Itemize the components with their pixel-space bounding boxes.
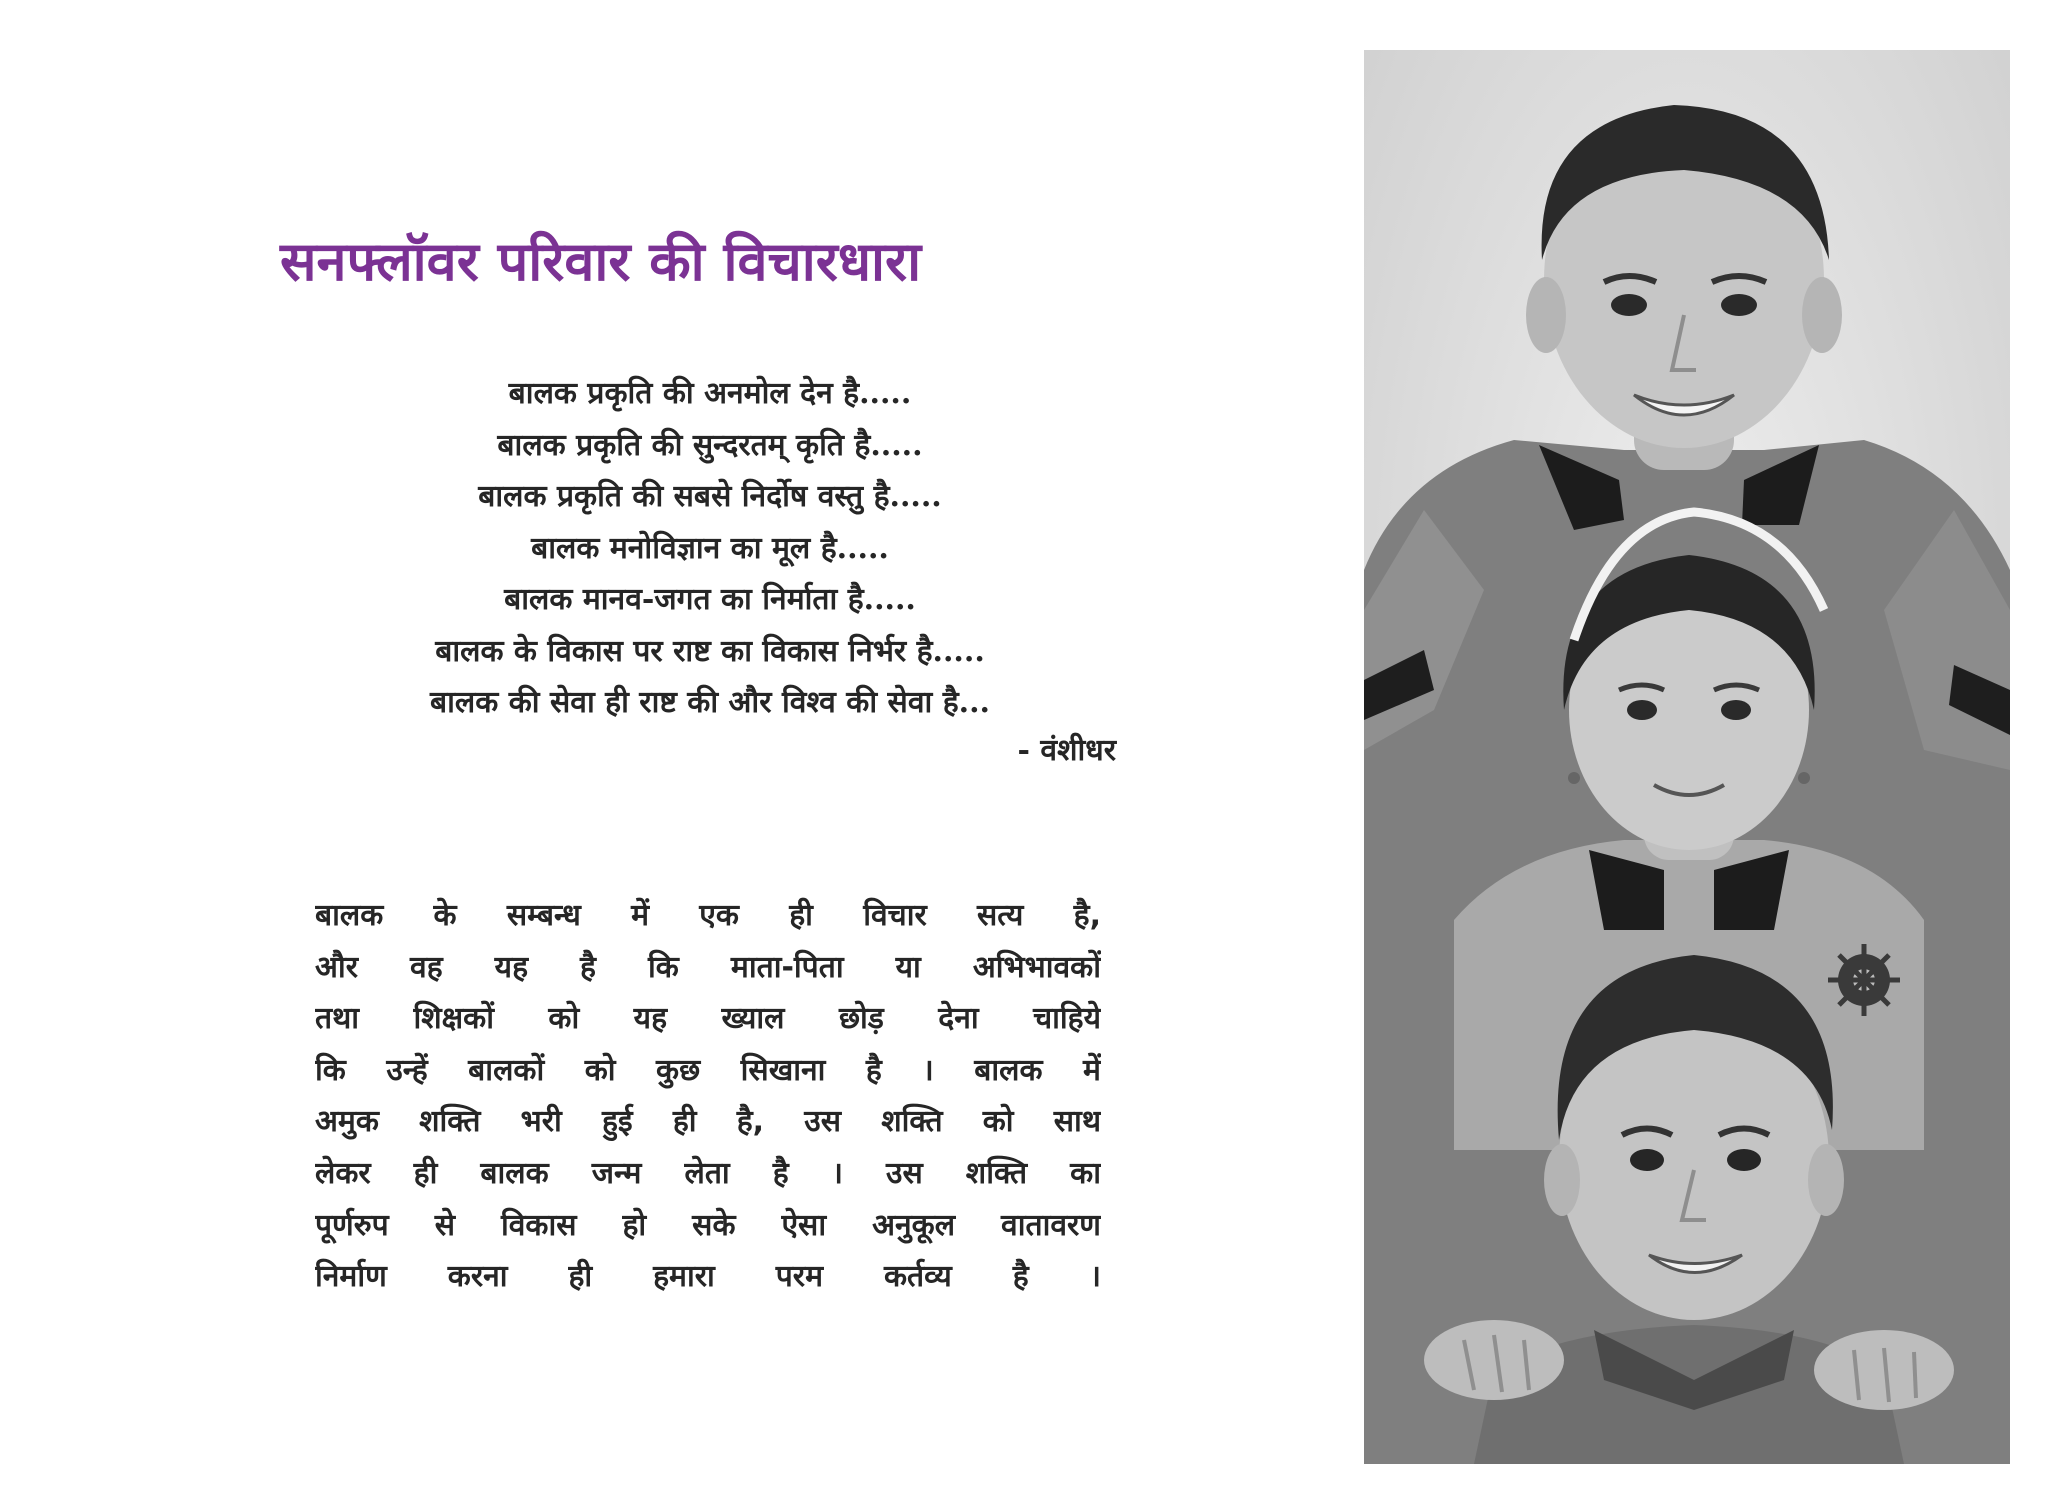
- poem-line: बालक प्रकृति की सुन्दरतम् कृति है.....: [497, 427, 923, 463]
- poem-line: बालक प्रकृति की अनमोल देन है.....: [508, 376, 912, 411]
- poem-author: - वंशीधर: [1017, 733, 1116, 768]
- poem-line: बालक के विकास पर राष्ट का विकास निर्भर है.....: [435, 633, 985, 669]
- paragraph-line: लेकर ही बालक जन्म लेता है । उस शक्ति का: [315, 1155, 1101, 1191]
- poem-line: बालक मनोविज्ञान का मूल है.....: [531, 530, 889, 566]
- paragraph-line: पूर्णरुप से विकास हो सके ऐसा अनुकूल वातावरण: [315, 1207, 1101, 1243]
- paragraph-line: बालक के सम्बन्ध में एक ही विचार सत्य है,: [315, 898, 1101, 933]
- paragraph-line: अमुक शक्ति भरी हुई ही है, उस शक्ति को साथ: [315, 1104, 1101, 1140]
- poem: [280, 368, 1140, 729]
- paragraph-line: तथा शिक्षकों को यह ख्याल छोड़ देना चाहिये: [315, 1001, 1101, 1037]
- children-photo: [1364, 50, 2010, 1464]
- poem-line: बालक मानव-जगत का निर्माता है.....: [504, 582, 916, 617]
- paragraph-line: निर्माण करना ही हमारा परम कर्तव्य है ।: [315, 1259, 1101, 1295]
- paragraph-line: कि उन्हें बालकों को कुछ सिखाना है । बालक में: [315, 1052, 1101, 1088]
- children-photo-illustration: [1364, 50, 2010, 1464]
- philosophy-paragraph: [315, 890, 1101, 1303]
- page-title: सनफ्लॉवर परिवार की विचारधारा: [280, 230, 922, 293]
- poem-line: बालक की सेवा ही राष्ट की और विश्व की सेवा है...: [430, 685, 990, 720]
- paragraph-line: और वह यह है कि माता-पिता या अभिभावकों: [315, 949, 1101, 985]
- poem-line: बालक प्रकृति की सबसे निर्दोष वस्तु है.....: [478, 479, 942, 514]
